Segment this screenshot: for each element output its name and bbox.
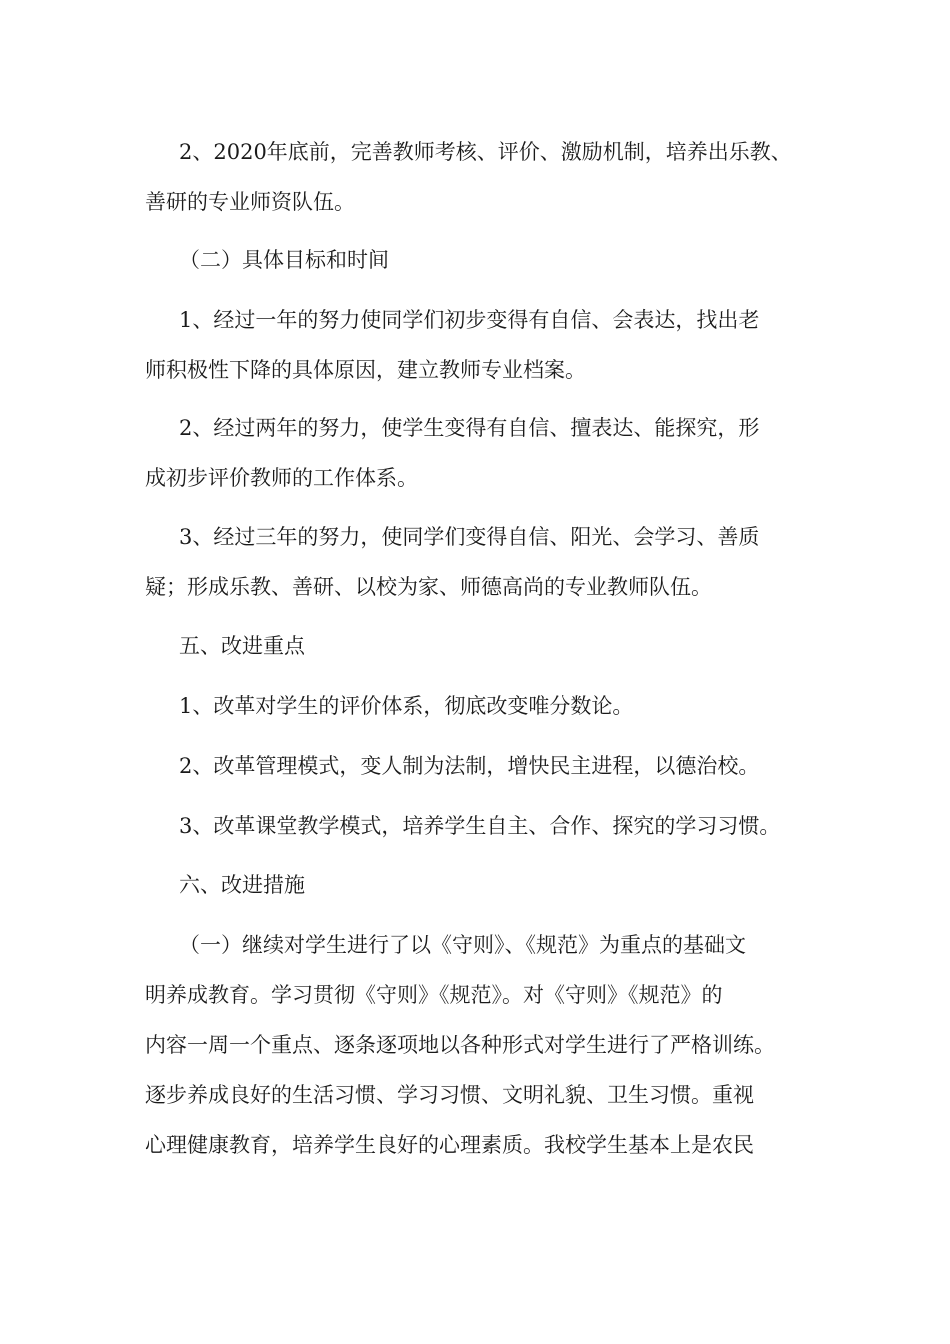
paragraph-line: 2、改革管理模式，变人制为法制，增快民主进程，以德治校。 <box>179 754 760 778</box>
paragraph-line: 1、经过一年的努力使同学们初步变得有自信、会表达，找出老 <box>179 308 760 332</box>
paragraph-line: 心理健康教育，培养学生良好的心理素质。我校学生基本上是农民 <box>145 1133 754 1157</box>
paragraph-line: 3、经过三年的努力，使同学们变得自信、阳光、会学习、善质 <box>179 525 760 549</box>
section-heading: （二）具体目标和时间 <box>179 248 389 272</box>
section-heading: 五、改进重点 <box>179 634 305 658</box>
paragraph-line: 2、经过两年的努力，使学生变得有自信、擅表达、能探究，形 <box>179 416 760 440</box>
paragraph-line: （一）继续对学生进行了以《守则》、《规范》为重点的基础文 <box>179 933 746 957</box>
paragraph-line: 善研的专业师资队伍。 <box>145 190 355 214</box>
paragraph-line: 逐步养成良好的生活习惯、学习习惯、文明礼貌、卫生习惯。重视 <box>145 1083 754 1107</box>
paragraph-line: 成初步评价教师的工作体系。 <box>145 466 418 490</box>
paragraph-line: 师积极性下降的具体原因，建立教师专业档案。 <box>145 358 586 382</box>
paragraph-line: 3、改革课堂教学模式，培养学生自主、合作、探究的学习习惯。 <box>179 814 781 838</box>
paragraph-line: 疑；形成乐教、善研、以校为家、师德高尚的专业教师队伍。 <box>145 575 712 599</box>
paragraph-line: 内容一周一个重点、逐条逐项地以各种形式对学生进行了严格训练。 <box>145 1033 775 1057</box>
paragraph-line: 明养成教育。学习贯彻《守则》《规范》。对《守则》《规范》的 <box>145 983 723 1007</box>
section-heading: 六、改进措施 <box>179 873 305 897</box>
paragraph-line: 2、2020年底前，完善教师考核、评价、激励机制，培养出乐教、 <box>179 140 792 164</box>
paragraph-line: 1、改革对学生的评价体系，彻底改变唯分数论。 <box>179 694 634 718</box>
